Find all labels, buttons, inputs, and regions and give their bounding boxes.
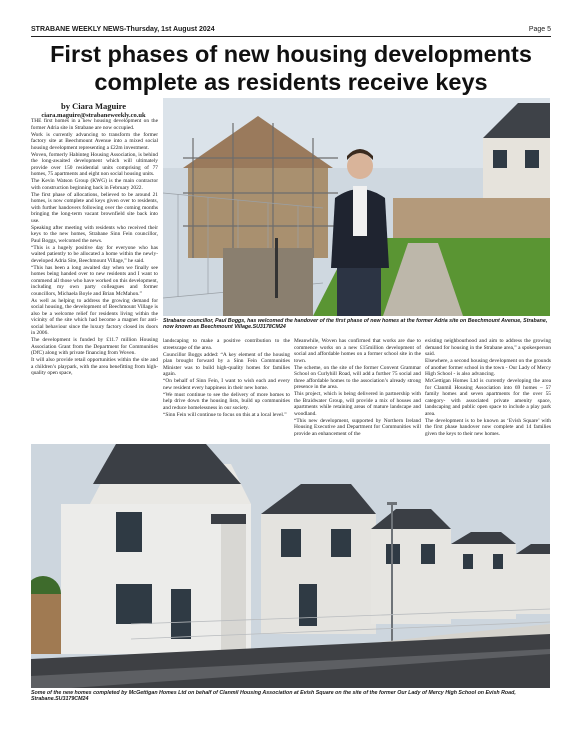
new-homes-photo-art bbox=[31, 444, 550, 688]
councillor-photo-art bbox=[163, 98, 550, 316]
masthead bbox=[31, 24, 551, 37]
paragraph: As well as helping to address the growing demand for social housing, the development of Beechmount Village is also be a welcome relief for residents living within the vicinity of the site which had become a magnet for anti-social behaviour since the luxury factory closed its doors in 2006. bbox=[31, 297, 158, 336]
paragraph: “This is a hugely positive day for everyone who has waited patiently to be allocated a home within the newly-developed Adria Site, Beechmount Village,” he said. bbox=[31, 244, 158, 264]
paragraph: Woven, formerly Habinteg Housing Association, is behind the long-awaited development which will ultimately provide over 150 residential units comprising of 77 homes, 75 apartments and eight non social housing units. bbox=[31, 151, 158, 177]
masthead-paper-date: STRABANE WEEKLY NEWS-Thursday, 1st August 2024 bbox=[31, 26, 215, 33]
new-homes-photo bbox=[31, 444, 550, 688]
author-name: by Ciara Maguire bbox=[60, 101, 126, 111]
article-column-3 bbox=[294, 338, 421, 444]
paragraph: landscaping to make a positive contribution to the streetscape of the area. bbox=[163, 338, 290, 351]
paragraph: existing neighbourhood and aim to address the growing demand for housing in the Strabane area,” a spokesperson said. bbox=[425, 338, 551, 357]
paragraph: This project, which is being delivered in partnership with the Braidwater Group, will provide a mix of houses and apartments while retaining areas of mature landscape and woodland. bbox=[294, 391, 421, 417]
paragraph: “We must continue to see the delivery of more homes to help drive down the housing lists, build up communities and reduce homelessness in our society. bbox=[163, 391, 290, 411]
paragraph: The scheme, on the site of the former Convent Grammar School on Curlyhill Road, will add a further 75 social and three affordable homes to the association’s already strong presence in the area. bbox=[294, 364, 421, 390]
paragraph: The development is funded by £11.7 million Housing Association Grant from the Department for Communities (DfC) along with private financing from Woven. bbox=[31, 337, 158, 356]
article-column-4 bbox=[425, 338, 551, 444]
author-email[interactable]: ciara.maguire@strabaneweekly.co.uk bbox=[41, 112, 146, 119]
paragraph: THE first homes in a new housing development on the former Adria site in Strabane are now occupied. bbox=[31, 118, 158, 131]
paragraph: The first phase of allocations, believed to be around 21 homes, is now complete and keys given over to residents, with further handovers following over the coming months bringing the long-term vacant brownfield site back into use. bbox=[31, 191, 158, 224]
paragraph: “This new development, supported by Northern Ireland Housing Executive and Department for Communities will provide an enhancement of the bbox=[294, 417, 421, 437]
paragraph: The Kevin Watson Group (KWG) is the main contractor with construction beginning back in February 2022. bbox=[31, 178, 158, 191]
councillor-photo bbox=[163, 98, 550, 316]
headline bbox=[31, 40, 551, 96]
paragraph: Elsewhere, a second housing development on the grounds of another former school in the town - Our Lady of Mercy High School - is also advancing. bbox=[425, 358, 551, 377]
paragraph: “On behalf of Sinn Fein, I want to wish each and every new resident every happiness in their new home. bbox=[163, 378, 290, 391]
page-number: Page 5 bbox=[528, 26, 551, 33]
paragraph: “Sinn Fein will continue to focus on this at a local level.” bbox=[163, 411, 287, 418]
paragraph: Speaking after meeting with residents who received their keys to the new homes, Strabane Sinn Fein councillor, Paul Boggs, welcomed the news. bbox=[31, 224, 158, 244]
byline bbox=[31, 101, 156, 119]
paragraph: Meanwhile, Woven has confirmed that works are due to commence works on a new £15million development of social and affordable homes on a former school site in the town. bbox=[294, 338, 421, 364]
paragraph: McGettigan Homes Ltd is currently developing the area for Clanmil Housing Association into 69 homes – 57 family homes and seven apartments for the over 55 category- with associated private amenity space, landscaping and public open space to include a play park area. bbox=[425, 378, 551, 417]
paragraph: Councillor Boggs added: “A key element of the housing plan brought forward by a Sinn Fein Communities Minister was to build high-quality homes for families again. bbox=[163, 351, 290, 377]
headline-line-1: First phases of new housing developments bbox=[50, 41, 532, 67]
paragraph: The development is to be known as ‘Evish Square’ with the first phase handover now complete and 14 families given the keys to their new homes. bbox=[425, 417, 551, 437]
councillor-photo-caption: Strabane councillor, Paul Boggs, has welcomed the handover of the first phase of new homes at the former Adria site on Beechmount Avenue, Strabane, now known as Beechmount Village.SU3178CM24 bbox=[163, 318, 548, 331]
article-column-2 bbox=[163, 338, 290, 444]
paragraph: “This has been a long awaited day when we finally see homes being handed over to new residents and I want to commend all those who have worked on this development, including my own party colleagues and former councillors, Michaela Boyle and Brian McMahon.” bbox=[31, 264, 158, 297]
paragraph: It will also provide retail opportunities within the site and a children’s playpark, with the area benefitting from high-quality open space, bbox=[31, 357, 158, 376]
paragraph: Work is currently advancing to transform the former factory site at Beechmount Avenue into a mixed social housing development representing a £22m investment. bbox=[31, 131, 158, 151]
new-homes-photo-caption: Some of the new homes completed by McGettigan Homes Ltd on behalf of Clanmil Housing Association at Evish Square on the site of the former Our Lady of Mercy High School on Evish Road, Strabane.SU3179CM24 bbox=[31, 690, 516, 703]
headline-line-2: complete as residents receive keys bbox=[94, 69, 488, 95]
